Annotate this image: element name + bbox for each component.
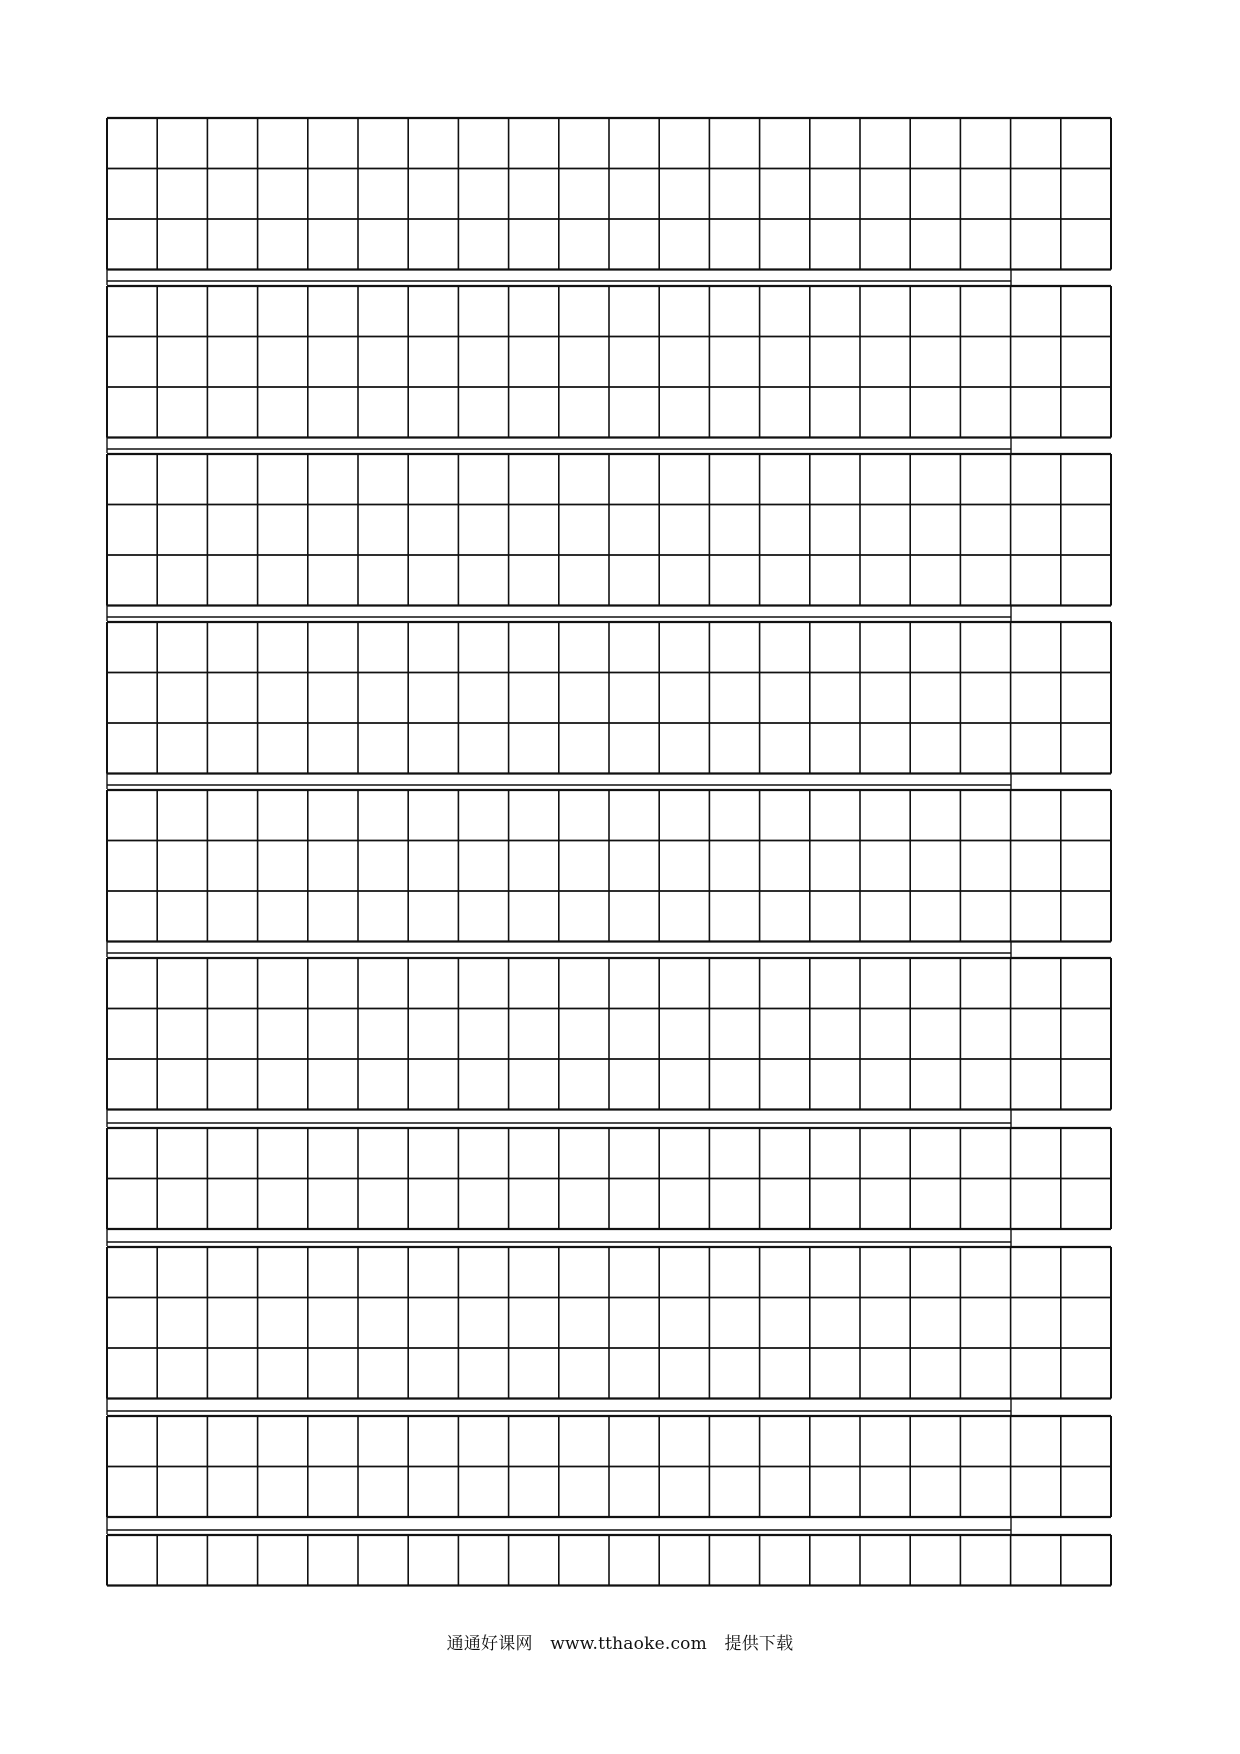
footer-site-url[interactable]: www.tthaoke.com <box>550 1634 707 1654</box>
footer-credit <box>0 1629 1240 1654</box>
footer-suffix: 提供下载 <box>724 1634 794 1654</box>
footer-site-name: 通通好课网 <box>446 1634 533 1654</box>
